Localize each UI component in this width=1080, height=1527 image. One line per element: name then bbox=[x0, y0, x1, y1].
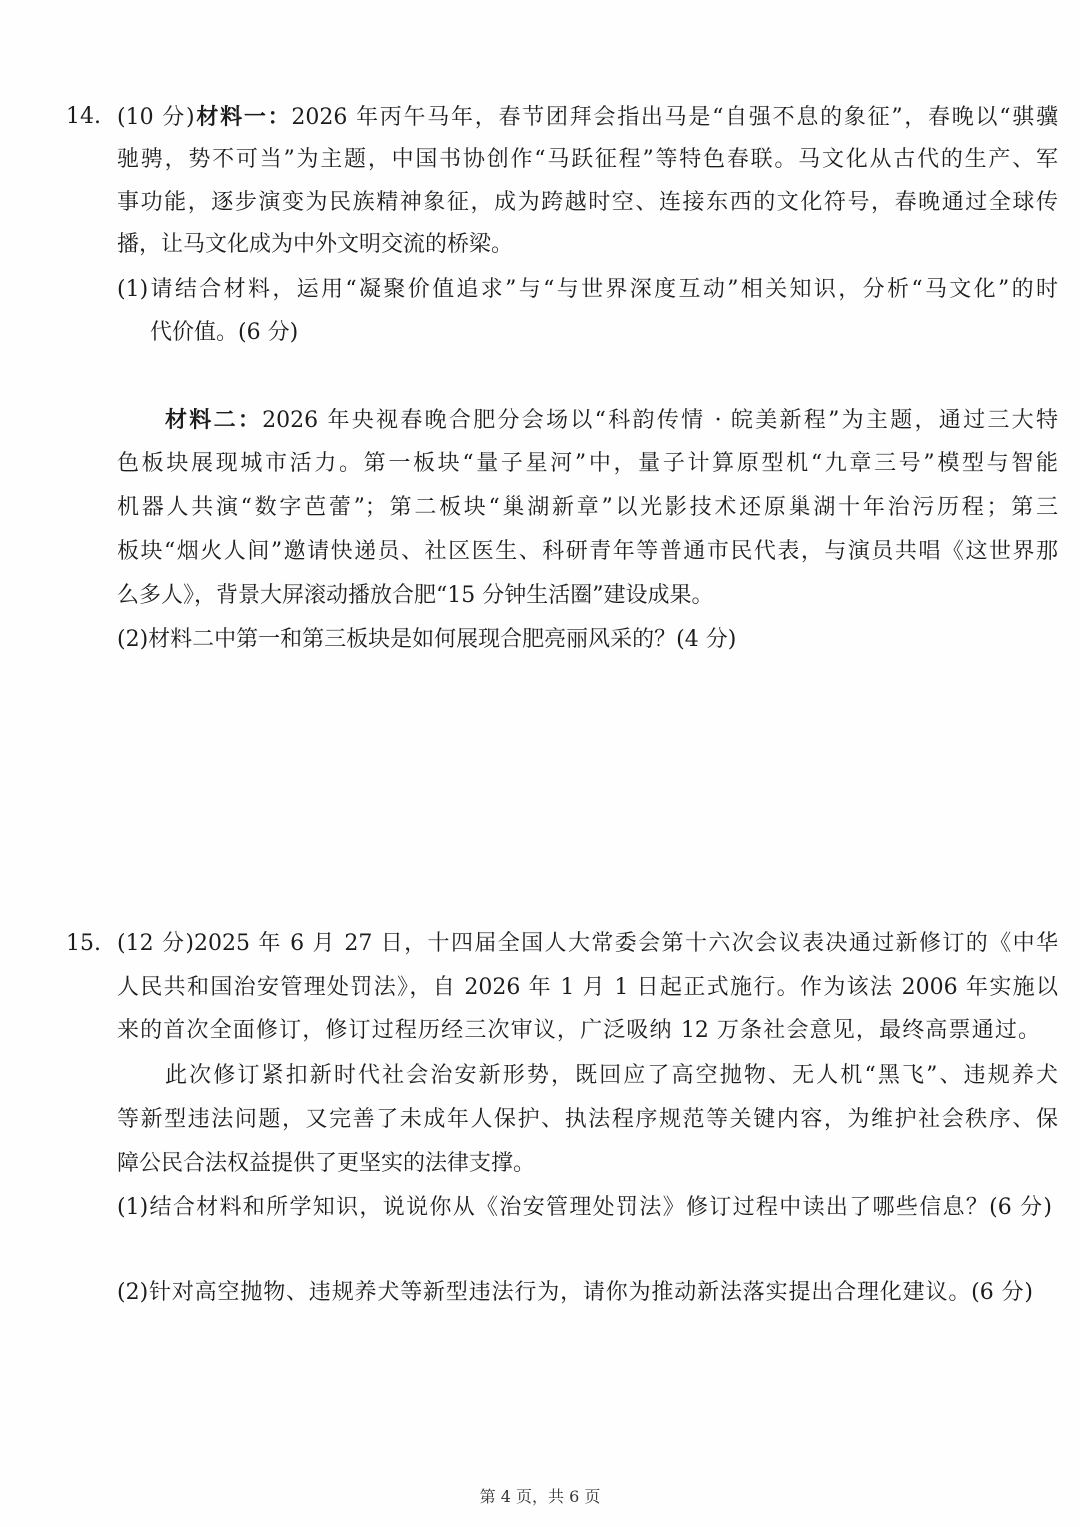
q15-sub2-text: 针对高空抛物、违规养犬等新型违法行为，请你为推动新法落实提出合理化建议。(6 分) bbox=[148, 1280, 1033, 1305]
q15-para1-line: 来的首次全面修订，修订过程历经三次审议，广泛吸纳 12 万条社会意见，最终高票通过。 bbox=[117, 1018, 1040, 1043]
q15-score: (12 分) bbox=[117, 931, 194, 956]
q15-sub2-question bbox=[117, 1271, 1033, 1315]
q15-sub1-text: 结合材料和所学知识，说说你从《治安管理处罚法》修订过程中读出了哪些信息？(6 分) bbox=[148, 1195, 1052, 1220]
q14-material2-line: 么多人》，背景大屏滚动播放合肥“15 分钟生活圈”建设成果。 bbox=[117, 583, 714, 608]
q14-material2-label: 材料二： bbox=[165, 407, 263, 433]
q14-material2-line: 色板块展现城市活力。第一板块“量子星河”中，量子计算原型机“九章三号”模型与智能 bbox=[117, 451, 1058, 476]
q14-line-1 bbox=[117, 95, 1058, 139]
q15-para1-line: 人民共和国治安管理处罚法》，自 2026 年 1 月 1 日起正式施行。作为该法 2006 年实施以 bbox=[117, 975, 1058, 1000]
q14-sub1-line-2: 代价值。(6 分) bbox=[150, 320, 299, 345]
q15-para1-text: 2025 年 6 月 27 日，十四届全国人大常委会第十六次会议表决通过新修订的《中华 bbox=[193, 931, 1059, 956]
q14-sub2-label: (2) bbox=[117, 627, 149, 652]
q14-sub1-label: (1) bbox=[117, 277, 149, 302]
q14-sub1-line-1 bbox=[117, 268, 1058, 312]
q15-line-1 bbox=[117, 922, 1058, 966]
q14-material2-text: 2026 年央视春晚合肥分会场以“科韵传情 · 皖美新程”为主题，通过三大特 bbox=[262, 408, 1058, 433]
q15-para2-line: 等新型违法问题，又完善了未成年人保护、执法程序规范等关键内容，为维护社会秩序、保 bbox=[117, 1107, 1058, 1132]
q14-material1-line: 驰骋，势不可当”为主题，中国书协创作“马跃征程”等特色春联。马文化从古代的生产、军 bbox=[117, 147, 1058, 172]
q14-sub1-text: 请结合材料，运用“凝聚价值追求”与“与世界深度互动”相关知识，分析“马文化”的时 bbox=[148, 277, 1058, 302]
q15-para2-line: 障公民合法权益提供了更坚实的法律支撑。 bbox=[117, 1151, 536, 1176]
q14-number: 14. bbox=[66, 104, 101, 129]
q15-number: 15. bbox=[66, 931, 101, 956]
q14-material2-line-1 bbox=[165, 398, 1058, 442]
q15-sub1-question bbox=[117, 1186, 1052, 1230]
page-footer: 第 4 页，共 6 页 bbox=[479, 1487, 601, 1506]
q14-score: (10 分) bbox=[117, 105, 195, 130]
q14-sub2-question bbox=[117, 618, 736, 662]
q14-material1-line: 播，让马文化成为中外文明交流的桥梁。 bbox=[117, 232, 514, 257]
q14-material2-line: 机器人共演“数字芭蕾”；第二板块“巢湖新章”以光影技术还原巢湖十年治污历程；第三 bbox=[117, 495, 1058, 520]
q14-material1-line: 事功能，逐步演变为民族精神象征，成为跨越时空、连接东西的文化符号，春晚通过全球传 bbox=[117, 190, 1058, 215]
q14-material1-text: 2026 年丙午马年，春节团拜会指出马是“自强不息的象征”，春晚以“骐骥 bbox=[291, 105, 1058, 130]
q15-sub1-label: (1) bbox=[117, 1195, 149, 1220]
q15-para2-line: 此次修订紧扣新时代社会治安新形势，既回应了高空抛物、无人机“黑飞”、违规养犬 bbox=[165, 1063, 1058, 1088]
q14-material1-label: 材料一： bbox=[194, 104, 292, 130]
q14-material2-line: 板块“烟火人间”邀请快递员、社区医生、科研青年等普通市民代表，与演员共唱《这世界那 bbox=[117, 539, 1058, 564]
q14-sub2-text: 材料二中第一和第三板块是如何展现合肥亮丽风采的？(4 分) bbox=[148, 627, 737, 652]
q15-sub2-label: (2) bbox=[117, 1280, 149, 1305]
